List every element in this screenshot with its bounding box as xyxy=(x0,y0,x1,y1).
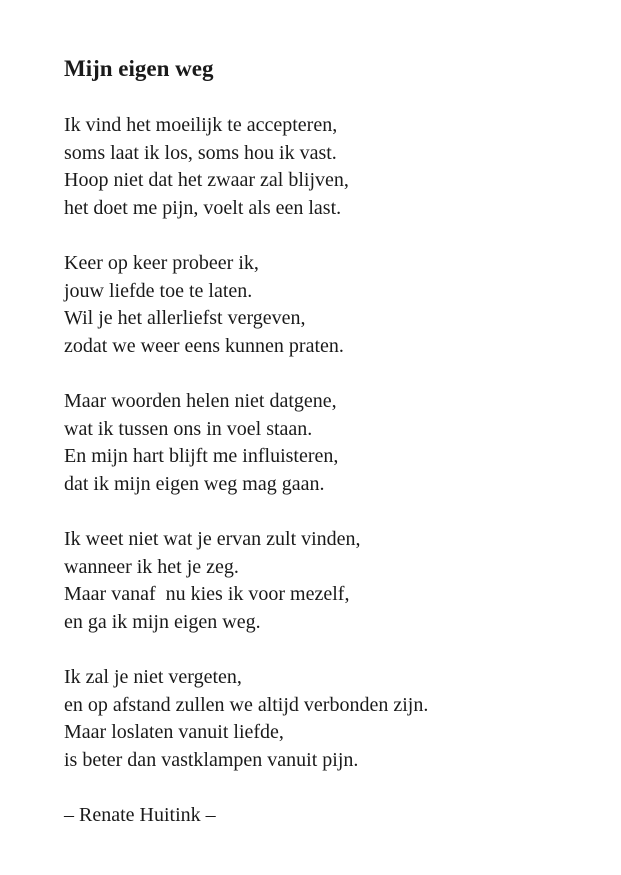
poem-line: dat ik mijn eigen weg mag gaan. xyxy=(64,472,325,495)
poem-line: is beter dan vastklampen vanuit pijn. xyxy=(64,748,359,771)
poem-line: wanneer ik het je zeg. xyxy=(64,555,239,578)
poem-title: Mijn eigen weg xyxy=(64,56,214,81)
poem-line: Maar vanaf nu kies ik voor mezelf, xyxy=(64,583,350,605)
stanza-1 xyxy=(64,112,604,222)
stanza-4 xyxy=(64,526,604,636)
poem-line: zodat we weer eens kunnen praten. xyxy=(64,334,344,357)
poem-line: Wil je het allerliefst vergeven, xyxy=(64,307,306,329)
poem-line: Keer op keer probeer ik, xyxy=(64,252,259,274)
stanza-3 xyxy=(64,388,604,498)
poem-line: soms laat ik los, soms hou ik vast. xyxy=(64,141,337,164)
poem-line: Ik vind het moeilijk te accepteren, xyxy=(64,114,338,136)
poem-line: jouw liefde toe te laten. xyxy=(64,279,253,302)
poem-line: Maar loslaten vanuit liefde, xyxy=(64,721,284,743)
poem-line: Ik weet niet wat je ervan zult vinden, xyxy=(64,528,361,550)
poem-line: Ik zal je niet vergeten, xyxy=(64,666,242,688)
poem-line: en ga ik mijn eigen weg. xyxy=(64,610,261,633)
poem-line: en op afstand zullen we altijd verbonden zijn. xyxy=(64,693,429,716)
stanza-2 xyxy=(64,250,604,360)
poem-line: En mijn hart blijft me influisteren, xyxy=(64,445,339,467)
poem-author: – Renate Huitink – xyxy=(64,804,216,826)
poem-line: Maar woorden helen niet datgene, xyxy=(64,390,337,412)
poem-page xyxy=(64,54,604,830)
poem-line: het doet me pijn, voelt als een last. xyxy=(64,196,342,219)
poem-line: Hoop niet dat het zwaar zal blijven, xyxy=(64,169,349,191)
stanza-5 xyxy=(64,664,604,774)
poem-line: wat ik tussen ons in voel staan. xyxy=(64,417,313,440)
